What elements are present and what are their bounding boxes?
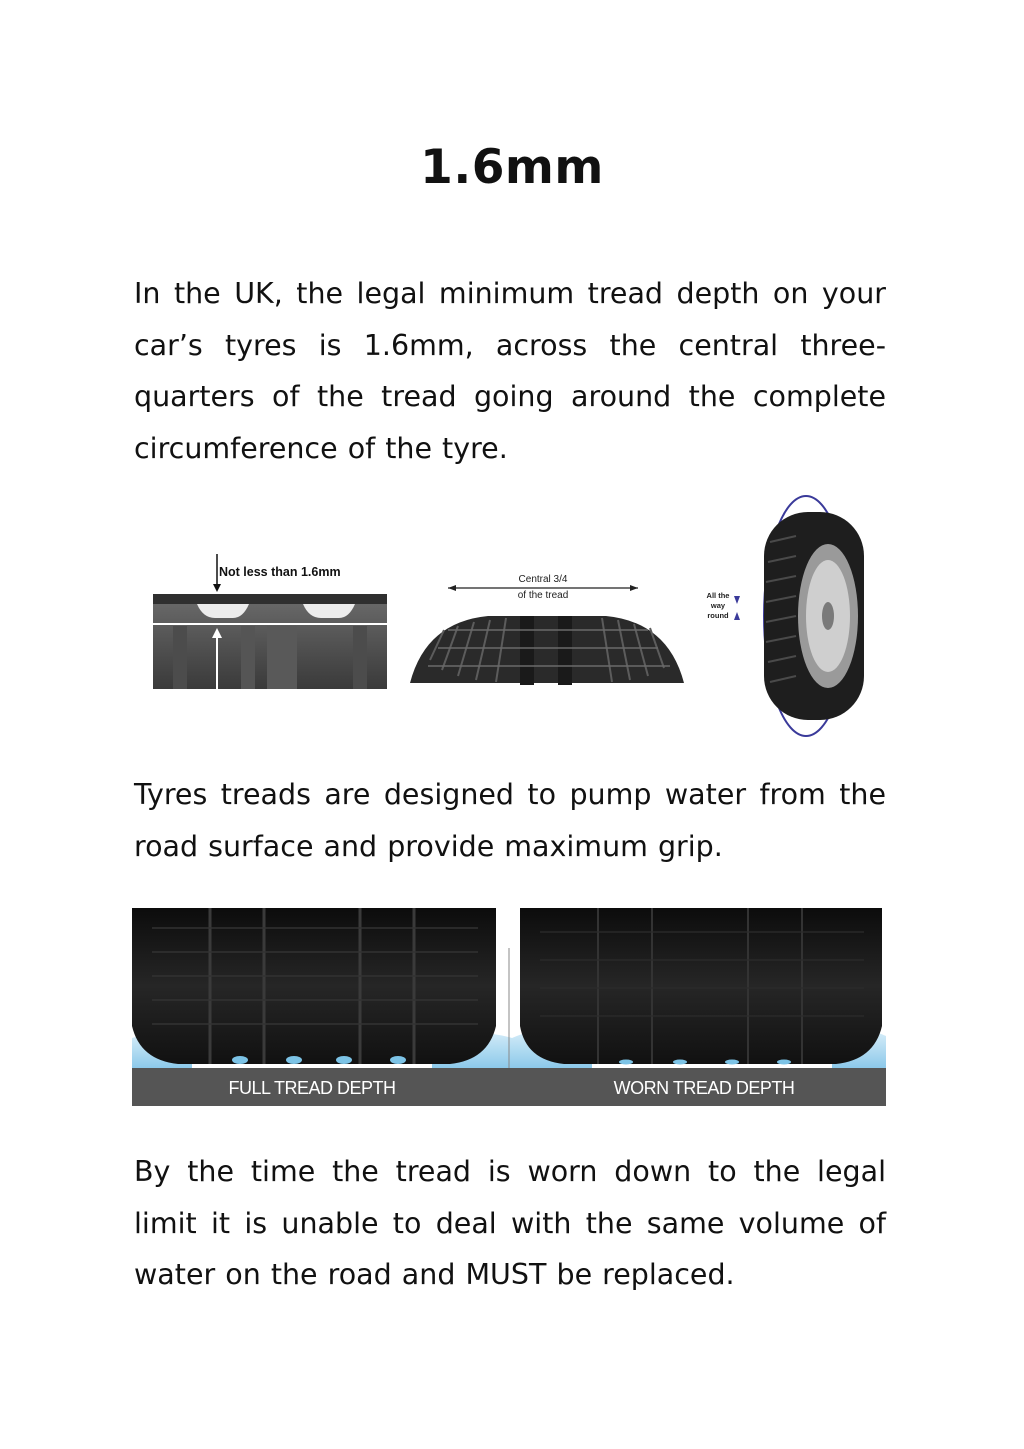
tread-depth-diagram	[153, 554, 387, 689]
full-tread-caption: FULL TREAD DEPTH	[228, 1078, 396, 1098]
round-label-2: way	[710, 601, 726, 610]
central-tread-diagram	[408, 570, 686, 685]
round-label-1: All the	[706, 591, 730, 600]
intro-paragraph: In the UK, the legal minimum tread depth on your car’s tyres is 1.6mm, across the central three-quarters of the tread going around the complete circumference of the tyre.	[134, 277, 886, 465]
central-label-2: of the tread	[517, 590, 569, 601]
central-label-1: Central 3/4	[518, 574, 568, 585]
conclusion-paragraph: By the time the tread is worn down to the legal limit it is unable to deal with the same volume of water on the road and MUST be replaced.	[134, 1155, 886, 1291]
tread-comparison-diagram	[132, 908, 886, 1106]
round-label-3: round	[707, 611, 729, 620]
worn-tread-caption: WORN TREAD DEPTH	[613, 1078, 795, 1098]
depth-label: Not less than 1.6mm	[219, 565, 341, 579]
purpose-paragraph: Tyres treads are designed to pump water from the road surface and provide maximum grip.	[134, 778, 886, 863]
page-title: 1.6mm	[420, 140, 604, 195]
full-circumference-diagram	[700, 492, 870, 740]
